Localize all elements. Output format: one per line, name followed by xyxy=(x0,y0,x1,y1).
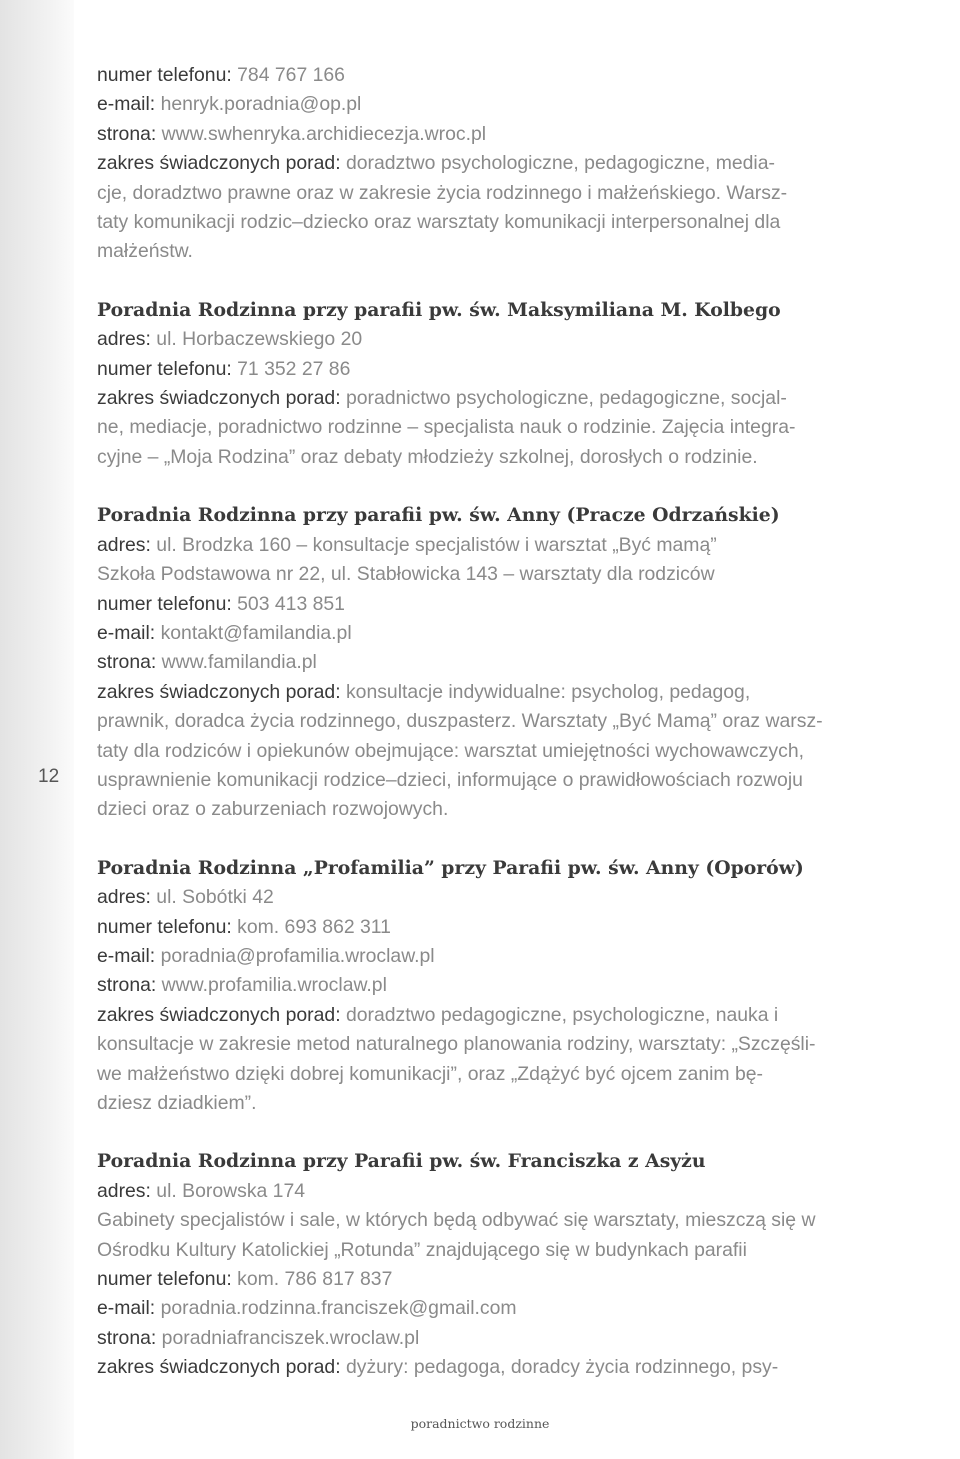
field-value: ul. Brodzka 160 – konsultacje specjalistów i warsztat „Być mamą” xyxy=(150,533,717,556)
section-title: Poradnia Rodzinna przy parafii pw. św. Anny (Pracze Odrzańskie) xyxy=(97,504,780,527)
info-line xyxy=(97,149,957,178)
intro-block xyxy=(97,61,957,267)
field-value: dziesz dziadkiem”. xyxy=(97,1092,257,1114)
field-value: dyżury: pedagoga, doradcy życia rodzinnego, psy- xyxy=(340,1356,779,1379)
info-line xyxy=(97,208,957,237)
info-line xyxy=(97,413,957,442)
info-line xyxy=(97,560,957,589)
field-value: Szkoła Podstawowa nr 22, ul. Stabłowicka 143 – warsztaty dla rodziców xyxy=(97,563,715,586)
section-title: Poradnia Rodzinna przy parafii pw. św. Maksymiliana M. Kolbego xyxy=(97,298,781,321)
info-line xyxy=(97,1353,957,1382)
info-line xyxy=(97,619,957,648)
field-value: usprawnienie komunikacji rodzice–dzieci, informujące o prawidłowościach rozwoju xyxy=(97,768,803,791)
field-value: dzieci oraz o zaburzeniach rozwojowych. xyxy=(97,798,449,821)
field-label: adres: xyxy=(97,886,151,909)
field-value: taty komunikacji rodzic–dziecko oraz warsztaty komunikacji interpersonalnej dla xyxy=(97,211,781,234)
info-line xyxy=(97,325,957,354)
field-value: 71 352 27 86 xyxy=(231,357,351,380)
field-label: e-mail: xyxy=(97,93,156,116)
field-label: adres: xyxy=(97,1179,151,1202)
field-value: doradztwo pedagogiczne, psychologiczne, nauka i xyxy=(340,1003,779,1026)
info-line xyxy=(97,1265,957,1294)
field-value: www.profamilia.wroclaw.pl xyxy=(156,974,387,997)
page-number: 12 xyxy=(38,766,60,787)
field-value: taty dla rodziców i opiekunów obejmujące: warsztat umiejętności wychowawczych, xyxy=(97,739,804,762)
field-value: ul. Sobótki 42 xyxy=(150,886,274,909)
section-profamilia xyxy=(97,854,957,1119)
field-value: ne, mediacje, poradnictwo rodzinne – specjalista nauk o rodzinie. Zajęcia integra- xyxy=(97,416,796,439)
info-line xyxy=(97,883,957,912)
field-value: poradniafranciszek.wroclaw.pl xyxy=(156,1326,420,1349)
info-line xyxy=(97,1030,957,1059)
info-line xyxy=(97,1294,957,1323)
field-value: 784 767 166 xyxy=(231,64,345,86)
info-line xyxy=(97,1001,957,1030)
info-line xyxy=(97,648,957,677)
info-line xyxy=(97,590,957,619)
info-line xyxy=(97,120,957,149)
field-label: zakres świadczonych porad: xyxy=(97,152,341,175)
field-value: poradnictwo psychologiczne, pedagogiczne, socjal- xyxy=(340,387,787,410)
field-label: strona: xyxy=(97,651,157,674)
info-line xyxy=(97,737,957,766)
field-label: e-mail: xyxy=(97,1297,156,1320)
section-gap xyxy=(97,825,957,854)
info-line xyxy=(97,1206,957,1235)
page-footer: poradnictwo rodzinne xyxy=(410,1416,550,1431)
field-value: poradnia@profamilia.wroclaw.pl xyxy=(155,944,435,967)
field-label: adres: xyxy=(97,328,151,351)
section-franciszek xyxy=(97,1147,957,1382)
field-value: poradnia.rodzinna.franciszek@gmail.com xyxy=(155,1297,517,1320)
field-label: zakres świadczonych porad: xyxy=(97,680,341,703)
field-label: numer telefonu: xyxy=(97,64,232,86)
page-sidebar xyxy=(0,0,74,1459)
info-line xyxy=(97,942,957,971)
info-line xyxy=(97,707,957,736)
field-value: ul. Borowska 174 xyxy=(150,1179,306,1202)
info-line xyxy=(97,384,957,413)
section-gap xyxy=(97,267,957,296)
document-content xyxy=(97,61,957,1383)
field-value: Ośrodku Kultury Katolickiej „Rotunda” znajdującego się w budynkach parafii xyxy=(97,1238,747,1261)
field-value: kontakt@familandia.pl xyxy=(155,621,352,644)
info-line xyxy=(97,1060,957,1089)
field-value: konsultacje indywidualne: psycholog, pedagog, xyxy=(340,680,751,703)
section-gap xyxy=(97,472,957,501)
field-label: zakres świadczonych porad: xyxy=(97,387,341,410)
field-value: henryk.poradnia@op.pl xyxy=(155,93,362,116)
section-kolbego xyxy=(97,296,957,472)
info-line xyxy=(97,61,957,90)
info-line xyxy=(97,795,957,824)
info-line xyxy=(97,355,957,384)
section-anny-pracze xyxy=(97,501,957,824)
info-line xyxy=(97,1089,957,1118)
field-label: e-mail: xyxy=(97,621,156,644)
field-value: cje, doradztwo prawne oraz w zakresie życia rodzinnego i małżeńskiego. Warsz- xyxy=(97,181,788,204)
info-line xyxy=(97,766,957,795)
field-value: cyjne – „Moja Rodzina” oraz debaty młodzieży szkolnej, dorosłych o rodzinie. xyxy=(97,445,758,468)
section-title: Poradnia Rodzinna przy Parafii pw. św. Franciszka z Asyżu xyxy=(97,1150,706,1173)
field-label: strona: xyxy=(97,1326,157,1349)
info-line xyxy=(97,443,957,472)
info-line xyxy=(97,1236,957,1265)
section-gap xyxy=(97,1118,957,1147)
field-value: małżeństw. xyxy=(97,240,193,263)
info-line xyxy=(97,179,957,208)
field-value: www.swhenryka.archidiecezja.wroc.pl xyxy=(156,122,487,145)
field-value: doradztwo psychologiczne, pedagogiczne, media- xyxy=(340,152,775,175)
field-label: numer telefonu: xyxy=(97,1268,232,1291)
field-value: prawnik, doradca życia rodzinnego, duszpasterz. Warsztaty „Być Mamą” oraz warsz- xyxy=(97,710,823,733)
field-value: 503 413 851 xyxy=(231,592,345,615)
field-label: numer telefonu: xyxy=(97,915,232,938)
info-line xyxy=(97,971,957,1000)
field-label: strona: xyxy=(97,122,157,145)
field-label: numer telefonu: xyxy=(97,357,232,380)
field-value: Gabinety specjalistów i sale, w których będą odbywać się warsztaty, mieszczą się w xyxy=(97,1209,816,1232)
field-value: kom. 786 817 837 xyxy=(231,1268,393,1291)
section-title: Poradnia Rodzinna „Profamilia” przy Parafii pw. św. Anny (Oporów) xyxy=(97,856,804,879)
info-line xyxy=(97,237,957,266)
info-line xyxy=(97,1324,957,1353)
field-value: ul. Horbaczewskiego 20 xyxy=(150,328,363,351)
info-line xyxy=(97,913,957,942)
field-label: zakres świadczonych porad: xyxy=(97,1003,341,1026)
field-label: e-mail: xyxy=(97,944,156,967)
field-label: numer telefonu: xyxy=(97,592,232,615)
info-line xyxy=(97,531,957,560)
field-value: kom. 693 862 311 xyxy=(231,915,391,938)
info-line xyxy=(97,1177,957,1206)
field-label: strona: xyxy=(97,974,157,997)
info-line xyxy=(97,678,957,707)
field-value: we małżeństwo dzięki dobrej komunikacji”, oraz „Zdążyć być ojcem zanim bę- xyxy=(97,1062,763,1085)
field-label: zakres świadczonych porad: xyxy=(97,1356,341,1379)
info-line xyxy=(97,90,957,119)
field-label: adres: xyxy=(97,533,151,556)
field-value: www.familandia.pl xyxy=(156,651,317,674)
field-value: konsultacje w zakresie metod naturalnego planowania rodziny, warsztaty: „Szczęśli- xyxy=(97,1033,816,1056)
